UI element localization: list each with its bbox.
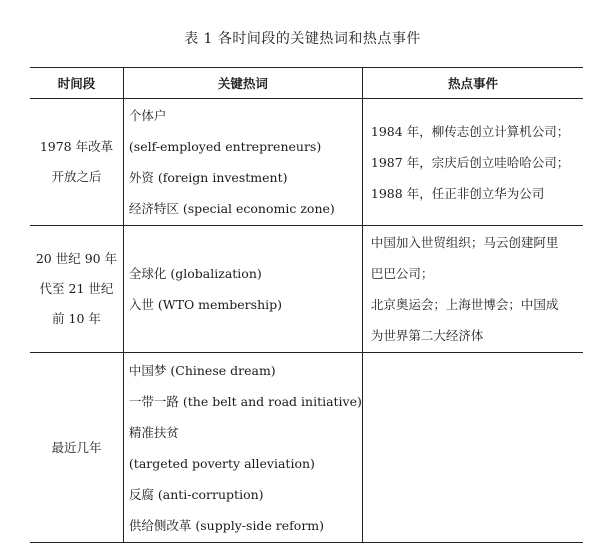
events-cell [362, 99, 583, 226]
period-line: 1978 年改革 [39, 139, 114, 154]
period-line: 20 世纪 90 年 [35, 251, 118, 266]
keywords-cell [123, 99, 362, 226]
keyword-line: 供给侧改革 (supply-side reform) [128, 517, 325, 533]
event-line: 北京奥运会；上海世博会；中国成 [370, 297, 559, 312]
keyword-line: 一带一路 (the belt and road initiative) [128, 393, 362, 409]
table-caption: 表 1 各时间段的关键热词和热点事件 [184, 31, 421, 47]
header-events: 热点事件 [362, 68, 583, 99]
keyword-line: 个体户 [128, 108, 167, 123]
period-cell [30, 226, 123, 353]
keyword-line: 经济特区 (special economic zone) [128, 201, 335, 216]
table-header-row [30, 68, 583, 99]
event-line: 巴巴公司； [370, 266, 434, 281]
keyword-line: 精准扶贫 [128, 424, 179, 440]
keyword-line: 全球化 (globalization) [128, 266, 262, 281]
table-row [30, 99, 583, 226]
keyword-line: (targeted poverty alleviation) [128, 455, 315, 471]
period-line: 前 10 年 [52, 311, 101, 326]
keyword-line: (self-employed entrepreneurs) [128, 139, 322, 154]
keyword-line: 外资 (foreign investment) [128, 170, 288, 185]
period-line: 最近几年 [51, 439, 102, 455]
header-keywords: 关键热词 [123, 68, 362, 99]
period-line: 代至 21 世纪 [39, 281, 114, 296]
keywords-cell [123, 226, 362, 353]
hot-words-table [30, 67, 583, 543]
keywords-cell [123, 353, 362, 543]
keyword-line: 入世 (WTO membership) [128, 297, 282, 312]
header-period: 时间段 [30, 68, 123, 99]
events-cell-empty [362, 353, 583, 543]
event-line: 1984 年，柳传志创立计算机公司； [370, 123, 570, 139]
event-line: 1987 年，宗庆后创立哇哈哈公司； [370, 154, 570, 170]
period-cell [30, 353, 123, 543]
period-cell [30, 99, 123, 226]
table-row [30, 353, 583, 543]
event-line: 1988 年，任正非创立华为公司 [370, 185, 545, 201]
keyword-line: 反腐 (anti-corruption) [128, 486, 264, 502]
events-cell [362, 226, 583, 353]
period-line: 开放之后 [51, 169, 102, 184]
keyword-line: 中国梦 (Chinese dream) [128, 362, 276, 378]
event-line: 中国加入世贸组织；马云创建阿里 [370, 235, 559, 250]
table-row [30, 226, 583, 353]
event-line: 为世界第二大经济体 [370, 328, 484, 343]
